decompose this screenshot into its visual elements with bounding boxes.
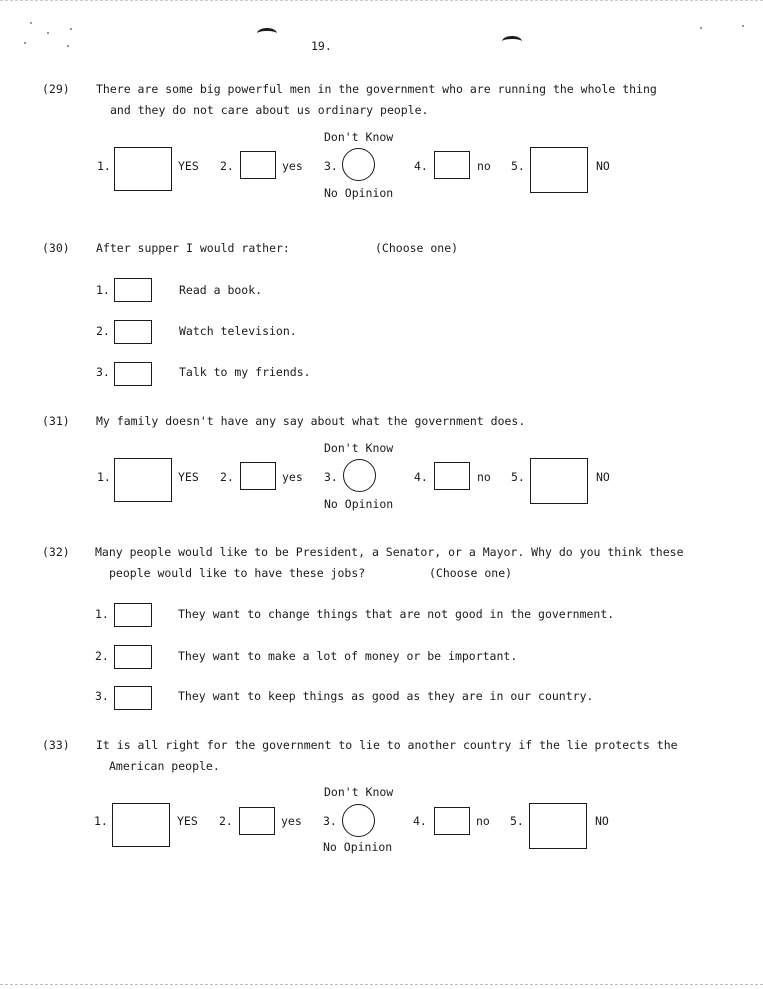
bottom-scan-edge: [0, 984, 763, 985]
q29-dont-know-label: Don't Know: [324, 130, 394, 144]
q29-option-5-number: 5.: [511, 159, 525, 173]
q33-option-2-number: 2.: [219, 814, 233, 828]
q33-option-5-number: 5.: [510, 814, 524, 828]
question-33-text-line2: American people.: [109, 759, 220, 773]
q29-yes-label: yes: [282, 159, 303, 173]
q32-option-1-text: They want to change things that are not good in the government.: [178, 607, 615, 621]
question-33-number: (33): [42, 738, 70, 752]
q33-option-1-number: 1.: [94, 814, 108, 828]
scan-speck: [70, 28, 72, 30]
q33-dont-know-label: Don't Know: [324, 785, 394, 799]
q33-yes-strong-checkbox[interactable]: [112, 803, 170, 847]
q29-no-label: no: [477, 159, 491, 173]
question-32-text-line1: Many people would like to be President, a Senator, or a Mayor. Why do you think these: [95, 545, 684, 559]
q29-no-checkbox[interactable]: [434, 151, 470, 179]
q30-option-2-text: Watch television.: [179, 324, 297, 338]
q32-option-3-text: They want to keep things as good as they are in our country.: [178, 689, 594, 703]
q31-no-strong-checkbox[interactable]: [530, 458, 588, 504]
q31-option-4-number: 4.: [414, 470, 428, 484]
question-30-text: After supper I would rather:: [96, 241, 290, 255]
question-32-choose-one: (Choose one): [429, 566, 513, 580]
q32-option-2-checkbox[interactable]: [114, 645, 152, 669]
q29-no-strong-label: NO: [596, 159, 610, 173]
q32-option-2-number: 2.: [95, 649, 109, 663]
scan-speck: [24, 42, 26, 44]
q33-option-4-number: 4.: [413, 814, 427, 828]
q31-dont-know-circle[interactable]: [343, 459, 376, 492]
q31-yes-checkbox[interactable]: [240, 462, 276, 490]
scan-speck: [67, 45, 69, 47]
q29-option-2-number: 2.: [220, 159, 234, 173]
q30-option-3-text: Talk to my friends.: [179, 365, 311, 379]
q32-option-1-number: 1.: [95, 607, 109, 621]
top-scan-edge: [0, 0, 763, 1]
q29-option-3-number: 3.: [324, 159, 338, 173]
q31-option-5-number: 5.: [511, 470, 525, 484]
q29-option-1-number: 1.: [97, 159, 111, 173]
q30-option-1-number: 1.: [96, 283, 110, 297]
q29-yes-strong-label: YES: [178, 159, 199, 173]
q31-yes-strong-checkbox[interactable]: [114, 458, 172, 502]
question-29-text-line1: There are some big powerful men in the government who are running the whole thing: [96, 82, 657, 96]
q31-no-checkbox[interactable]: [434, 462, 470, 490]
hole-punch-mark: [502, 36, 522, 47]
question-32-text-line2: people would like to have these jobs?: [109, 566, 366, 580]
scan-speck: [30, 22, 32, 24]
question-31-number: (31): [42, 414, 70, 428]
q30-option-3-checkbox[interactable]: [114, 362, 152, 386]
page-number: 19.: [311, 39, 332, 53]
question-29-number: (29): [42, 82, 70, 96]
q33-no-strong-checkbox[interactable]: [529, 803, 587, 849]
q32-option-3-number: 3.: [95, 689, 109, 703]
question-32-number: (32): [42, 545, 70, 559]
q31-option-2-number: 2.: [220, 470, 234, 484]
question-30-number: (30): [42, 241, 70, 255]
q33-no-opinion-label: No Opinion: [323, 840, 393, 854]
q31-no-opinion-label: No Opinion: [324, 497, 394, 511]
q30-option-3-number: 3.: [96, 365, 110, 379]
q30-option-2-number: 2.: [96, 324, 110, 338]
scan-speck: [742, 25, 744, 27]
q29-no-strong-checkbox[interactable]: [530, 147, 588, 193]
q31-option-3-number: 3.: [324, 470, 338, 484]
scan-speck: [47, 32, 49, 34]
q33-no-checkbox[interactable]: [434, 807, 470, 835]
scan-speck: [700, 27, 702, 29]
q33-no-strong-label: NO: [595, 814, 609, 828]
q33-yes-strong-label: YES: [177, 814, 198, 828]
q31-option-1-number: 1.: [97, 470, 111, 484]
q32-option-3-checkbox[interactable]: [114, 686, 152, 710]
q33-no-label: no: [476, 814, 490, 828]
q31-no-strong-label: NO: [596, 470, 610, 484]
q31-no-label: no: [477, 470, 491, 484]
q29-no-opinion-label: No Opinion: [324, 186, 394, 200]
q30-option-1-checkbox[interactable]: [114, 278, 152, 302]
q29-yes-checkbox[interactable]: [240, 151, 276, 179]
q30-option-1-text: Read a book.: [179, 283, 263, 297]
question-31-text: My family doesn't have any say about what the government does.: [96, 414, 526, 428]
q33-option-3-number: 3.: [323, 814, 337, 828]
hole-punch-mark: [257, 28, 277, 39]
q29-option-4-number: 4.: [414, 159, 428, 173]
q32-option-1-checkbox[interactable]: [114, 603, 152, 627]
q29-dont-know-circle[interactable]: [342, 148, 375, 181]
question-33-text-line1: It is all right for the government to lie to another country if the lie protects the: [96, 738, 678, 752]
q33-yes-checkbox[interactable]: [239, 807, 275, 835]
question-29-text-line2: and they do not care about us ordinary people.: [110, 103, 429, 117]
q30-option-2-checkbox[interactable]: [114, 320, 152, 344]
q33-dont-know-circle[interactable]: [342, 804, 375, 837]
q32-option-2-text: They want to make a lot of money or be important.: [178, 649, 518, 663]
q31-yes-strong-label: YES: [178, 470, 199, 484]
q31-yes-label: yes: [282, 470, 303, 484]
question-30-choose-one: (Choose one): [375, 241, 459, 255]
q29-yes-strong-checkbox[interactable]: [114, 147, 172, 191]
q31-dont-know-label: Don't Know: [324, 441, 394, 455]
q33-yes-label: yes: [281, 814, 302, 828]
